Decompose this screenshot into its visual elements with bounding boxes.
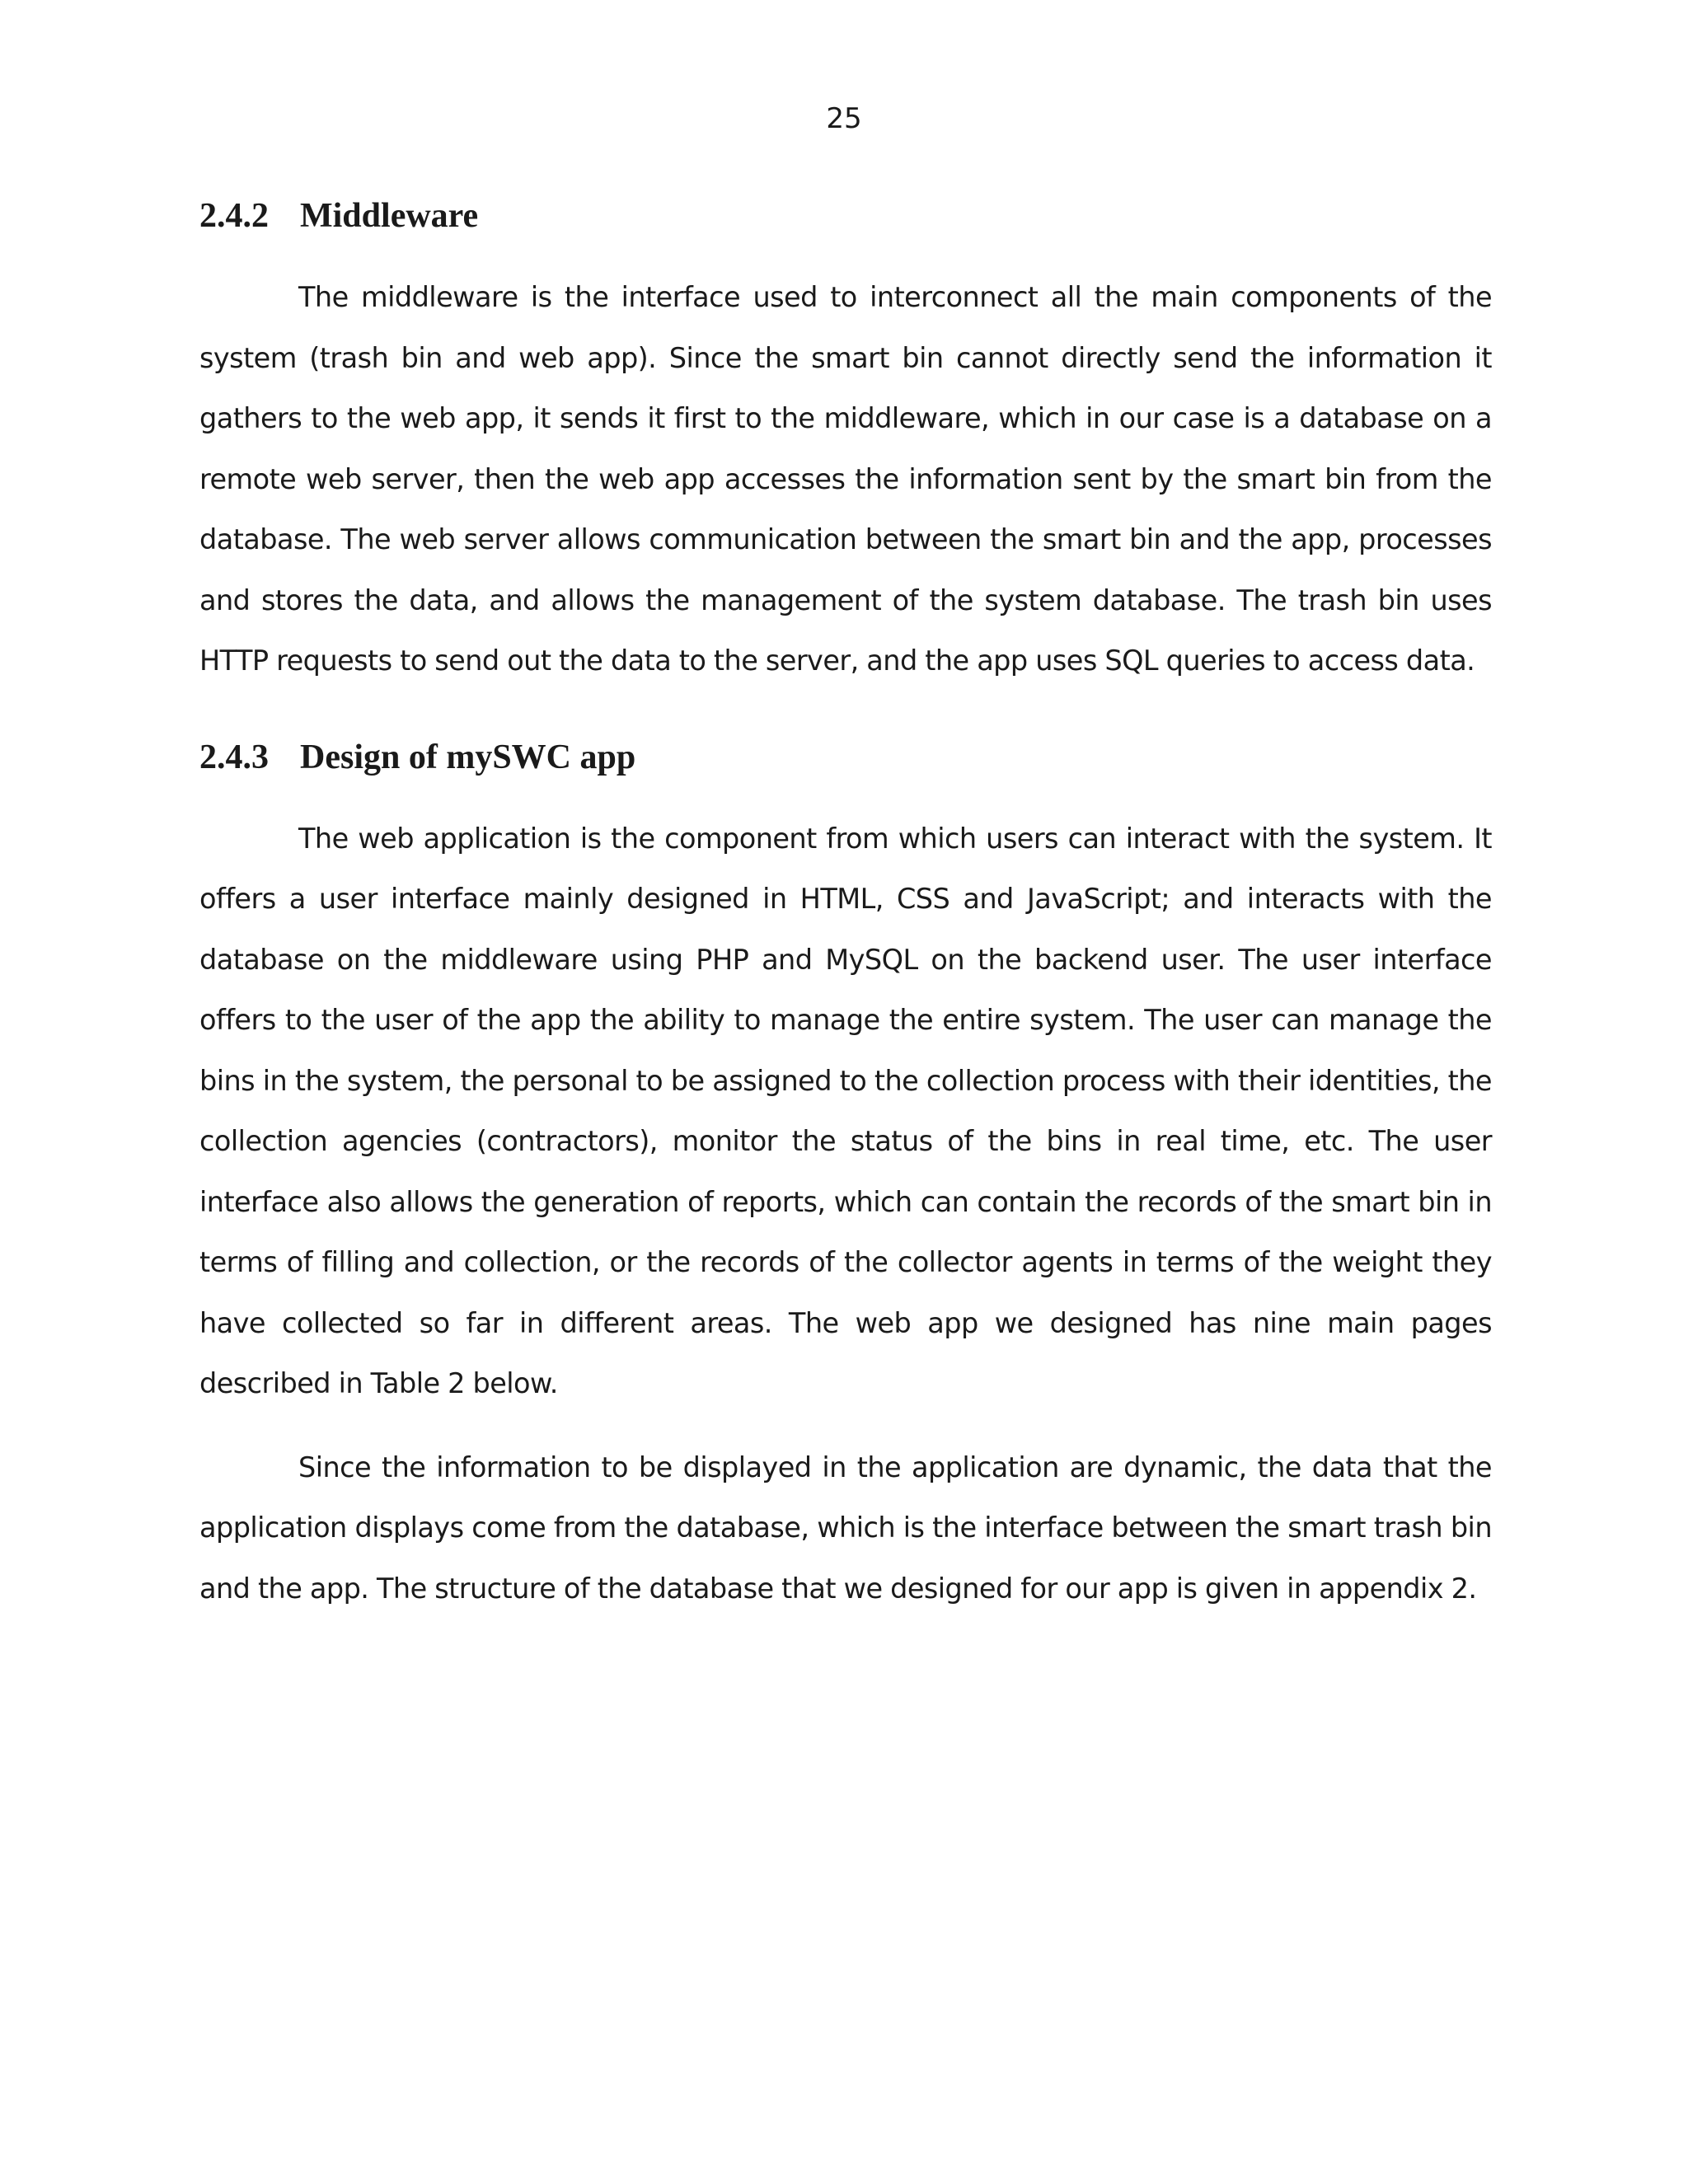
section-number: 2.4.3 (199, 738, 269, 776)
section-title: Middleware (300, 197, 479, 235)
page-content (199, 194, 1492, 1619)
page-number: 25 (826, 102, 862, 135)
section-title: Design of mySWC app (300, 738, 636, 776)
section-number: 2.4.2 (199, 197, 269, 235)
paragraph-web-application: The web application is the component from which users can interact with the system. It offers a user interface mainly designed in HTML, CSS and JavaScript; and interacts with the database on the middleware using PHP and MySQL on the backend user. The user interface offers to the user of the app the ability to manage the entire system. The user can manage the bins in the system, the personal to be assigned to the collection process with their identities, the collection agencies (contractors), monitor the status of the bins in real time, etc. The user interface also allows the generation of reports, which can contain the records of the smart bin in terms of filling and collection, or the records of the collector agents in terms of the weight they have collected so far in different areas. The web app we designed has nine main pages described in Table 2 below. (199, 822, 1492, 1399)
section-heading-middleware (199, 194, 1492, 237)
section-heading-design-app (199, 736, 1492, 779)
paragraph-dynamic-data: Since the information to be displayed in the application are dynamic, the data that the application displays come from the database, which is the interface between the smart trash bin and the app. The structure of the database that we designed for our app is given in appendix 2. (199, 1451, 1492, 1605)
paragraph-middleware: The middleware is the interface used to interconnect all the main components of the system (trash bin and web app). Since the smart bin cannot directly send the information it gathers to the web app, it sends it first to the middleware, which in our case is a database on a remote web server, then the web app accesses the information sent by the smart bin from the database. The web server allows communication between the smart bin and the app, processes and stores the data, and allows the management of the system database. The trash bin uses HTTP requests to send out the data to the server, and the app uses SQL queries to access data. (199, 281, 1492, 677)
